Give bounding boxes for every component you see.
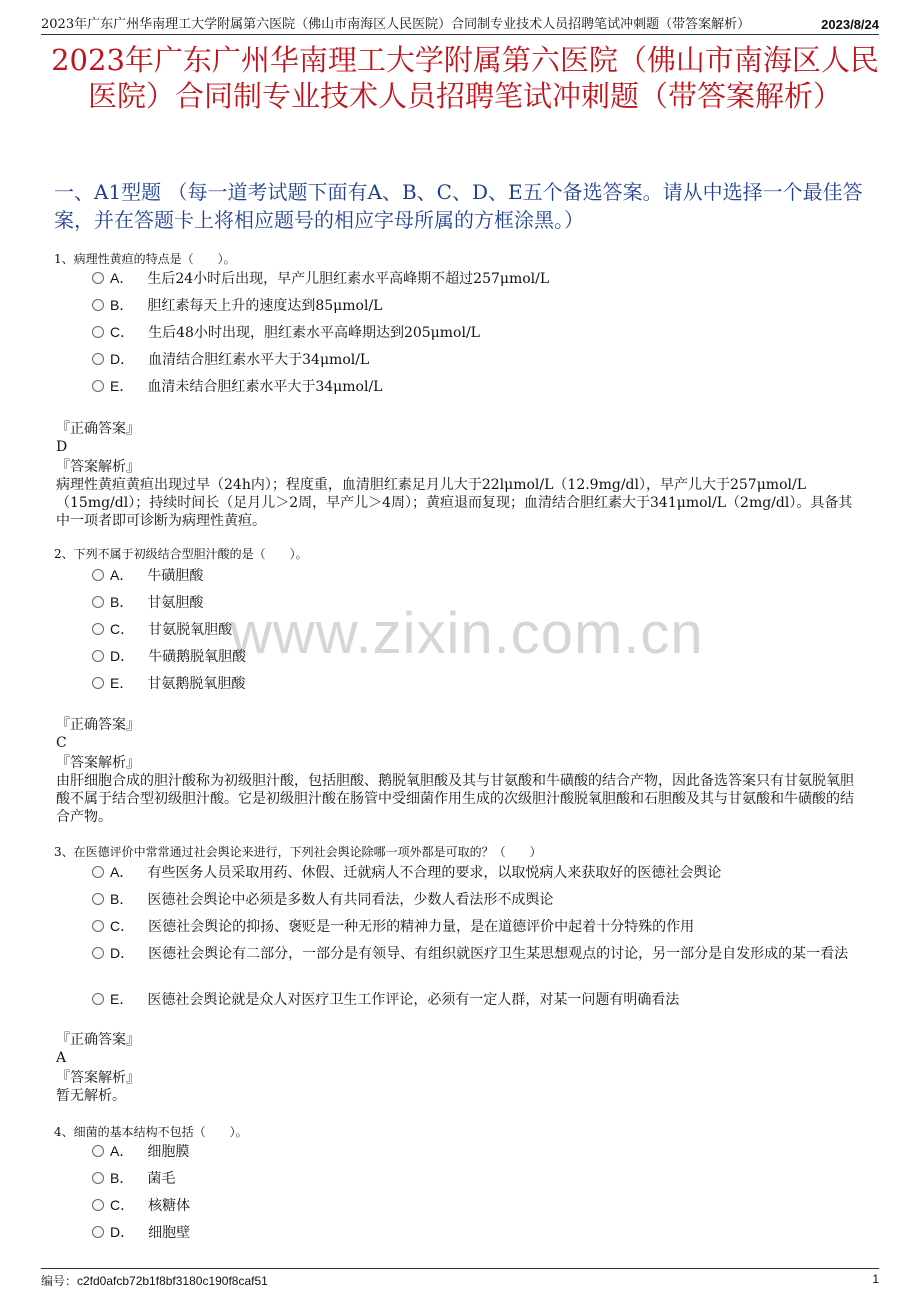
answer-label: 『正确答案』 bbox=[56, 1032, 140, 1048]
question-stem: 1、病理性黄疸的特点是（ ）。 bbox=[54, 252, 236, 266]
document-code: 编号：c2fd0afcb72b1f8bf3180c190f8caf51 bbox=[41, 1274, 268, 1288]
answer-label: 『正确答案』 bbox=[56, 717, 140, 733]
document-title: 2023年广东广州华南理工大学附属第六医院（佛山市南海区人民医院）合同制专业技术人员招聘笔试冲刺题（带答案解析） bbox=[51, 43, 879, 113]
radio-icon[interactable] bbox=[92, 1145, 104, 1157]
radio-icon[interactable] bbox=[92, 1172, 104, 1184]
option-e[interactable]: E． 甘氨鹅脱氧胆酸 bbox=[92, 671, 860, 696]
option-c[interactable]: C． 生后48小时出现，胆红素水平高峰期达到205μmol/L bbox=[92, 320, 860, 345]
correct-answer: C bbox=[56, 735, 67, 751]
radio-icon[interactable] bbox=[92, 380, 104, 392]
radio-icon[interactable] bbox=[92, 677, 104, 689]
question-stem: 3、在医德评价中常常通过社会舆论来进行，下列社会舆论除哪一项外都是可取的？（ ） bbox=[54, 845, 542, 859]
radio-icon[interactable] bbox=[92, 947, 104, 959]
radio-icon[interactable] bbox=[92, 1226, 104, 1238]
option-a[interactable]: A． 牛磺胆酸 bbox=[92, 563, 860, 588]
page-footer bbox=[41, 1268, 879, 1289]
option-b[interactable]: B． 胆红素每天上升的速度达到85μmol/L bbox=[92, 293, 860, 318]
question-stem: 4、细菌的基本结构不包括（ ）。 bbox=[54, 1125, 248, 1139]
option-a[interactable]: A． 生后24小时后出现，早产儿胆红素水平高峰期不超过257μmol/L bbox=[92, 266, 860, 291]
option-d[interactable]: D． 牛磺鹅脱氧胆酸 bbox=[92, 644, 860, 669]
analysis-text: 病理性黄疸黄疸出现过早（24h内）；程度重，血清胆红素足月儿大于22lμmol/L（12.9mg/dl），早产儿大于257μmol/L（15mg/dl）；持续时间长（足月儿＞2周，早产儿＞4周）；黄疸退而复现；血清结合胆红素大于341μmol/L（2mg/dl）。具备其中一项者即可诊断为病理性黄疸。 bbox=[56, 477, 853, 529]
watermark: www.zixin.com.cn bbox=[230, 601, 704, 666]
header-doc-title: 2023年广东广州华南理工大学附属第六医院（佛山市南海区人民医院）合同制专业技术人员招聘笔试冲刺题（带答案解析） bbox=[41, 17, 751, 32]
option-c[interactable]: C． 核糖体 bbox=[92, 1193, 860, 1218]
analysis-label: 『答案解析』 bbox=[56, 1070, 140, 1086]
option-e[interactable]: E． 医德社会舆论就是众人对医疗卫生工作评论，必须有一定人群，对某一问题有明确看法 bbox=[92, 987, 860, 1012]
section-title: 一、A1型题 （每一道考试题下面有A、B、C、D、E五个备选答案。请从中选择一个最佳答案，并在答题卡上将相应题号的相应字母所属的方框涂黑。） bbox=[54, 180, 863, 232]
radio-icon[interactable] bbox=[92, 569, 104, 581]
analysis-label: 『答案解析』 bbox=[56, 755, 140, 771]
analysis-text: 由肝细胞合成的胆汁酸称为初级胆汁酸，包括胆酸、鹅脱氧胆酸及其与甘氨酸和牛磺酸的结合产物，因此备选答案只有甘氨脱氧胆酸不属于结合型初级胆汁酸。它是初级胆汁酸在肠管中受细菌作用生成的次级胆汁酸脱氧胆酸和石胆酸及其与甘氨酸和牛磺酸的结合产物。 bbox=[56, 773, 854, 825]
option-d[interactable]: D． 医德社会舆论有二部分，一部分是有领导、有组织就医疗卫生某思想观点的讨论，另一部分是自发形成的某一看法 bbox=[92, 941, 860, 966]
option-a[interactable]: A． 有些医务人员采取用药、休假、迁就病人不合理的要求，以取悦病人来获取好的医德社会舆论 bbox=[92, 860, 860, 885]
option-e[interactable]: E． 血清未结合胆红素水平大于34μmol/L bbox=[92, 374, 860, 399]
option-b[interactable]: B． 甘氨胆酸 bbox=[92, 590, 860, 615]
option-b[interactable]: B． 菌毛 bbox=[92, 1166, 860, 1191]
radio-icon[interactable] bbox=[92, 353, 104, 365]
option-c[interactable]: C． 医德社会舆论的抑扬、褒贬是一种无形的精神力量，是在道德评价中起着十分特殊的作用 bbox=[92, 914, 860, 939]
radio-icon[interactable] bbox=[92, 299, 104, 311]
radio-icon[interactable] bbox=[92, 866, 104, 878]
analysis-text: 暂无解析。 bbox=[56, 1088, 126, 1104]
question-stem: 2、下列不属于初级结合型胆汁酸的是（ ）。 bbox=[54, 547, 308, 561]
correct-answer: D bbox=[56, 439, 68, 455]
correct-answer: A bbox=[56, 1050, 67, 1066]
option-b[interactable]: B． 医德社会舆论中必须是多数人有共同看法，少数人看法形不成舆论 bbox=[92, 887, 860, 912]
analysis-label: 『答案解析』 bbox=[56, 459, 140, 475]
answer-label: 『正确答案』 bbox=[56, 421, 140, 437]
radio-icon[interactable] bbox=[92, 893, 104, 905]
radio-icon[interactable] bbox=[92, 272, 104, 284]
radio-icon[interactable] bbox=[92, 993, 104, 1005]
radio-icon[interactable] bbox=[92, 623, 104, 635]
radio-icon[interactable] bbox=[92, 1199, 104, 1211]
option-a[interactable]: A． 细胞膜 bbox=[92, 1139, 860, 1164]
page-number: 1 bbox=[872, 1272, 879, 1286]
radio-icon[interactable] bbox=[92, 326, 104, 338]
radio-icon[interactable] bbox=[92, 596, 104, 608]
page-header bbox=[41, 12, 879, 35]
radio-icon[interactable] bbox=[92, 920, 104, 932]
option-c[interactable]: C． 甘氨脱氧胆酸 bbox=[92, 617, 860, 642]
header-date: 2023/8/24 bbox=[821, 17, 879, 32]
radio-icon[interactable] bbox=[92, 650, 104, 662]
option-d[interactable]: D． 血清结合胆红素水平大于34μmol/L bbox=[92, 347, 860, 372]
option-d[interactable]: D． 细胞壁 bbox=[92, 1220, 860, 1245]
